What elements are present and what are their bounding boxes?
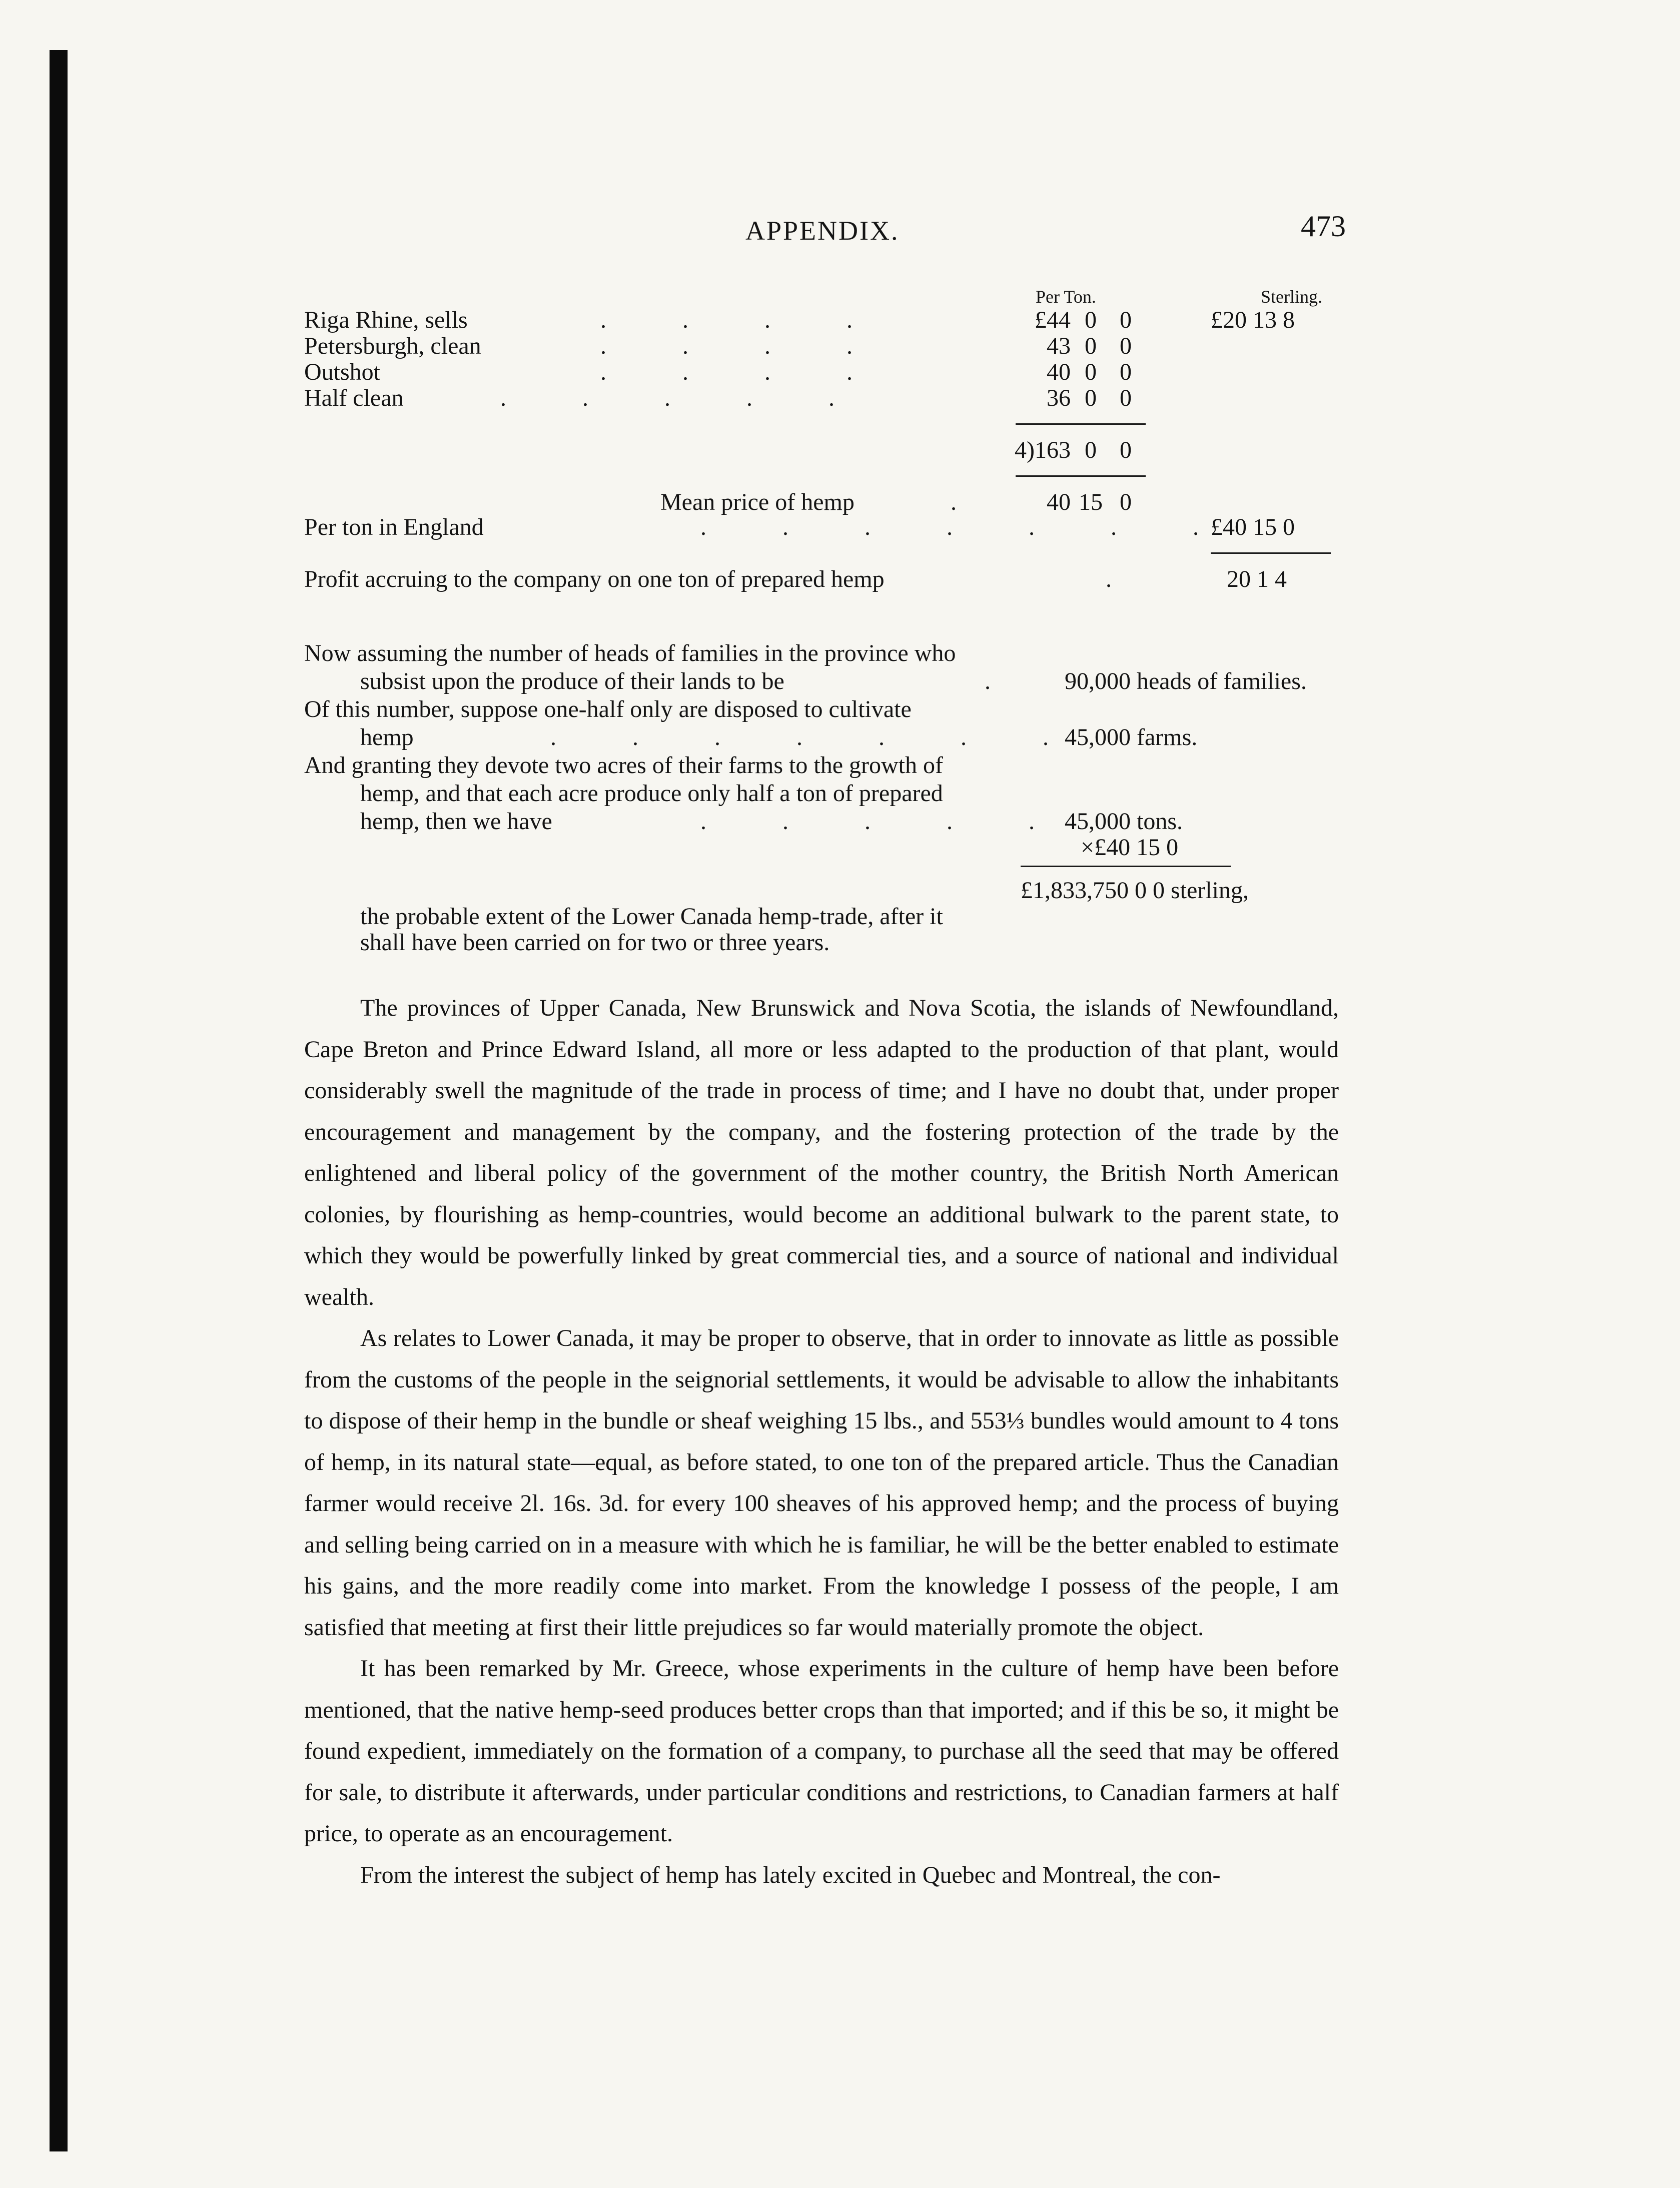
- paragraph: As relates to Lower Canada, it may be proper to observe, that in order to innovate as little as possible from the customs of the people in the seignorial settlements, it would be advisable to allow the inhabitants to dispose of their hemp in the bundle or sheaf weighing 15 lbs., and 553⅓ bundles would amount to 4 tons of hemp, in its natural state—equal, as before stated, to one ton of the prepared article. Thus the Canadian farmer would receive 2l. 16s. 3d. for every 100 sheaves of his approved hemp; and the process of buying and selling being carried on in a measure with which he is familiar, he will be the better enabled to estimate his gains, and the more readily come into market. From the knowledge I possess of the people, I am satisfied that meeting at first their little prejudices so far would materially promote the object.: [304, 1325, 1339, 1641]
- table-total-shillings: 0: [1085, 437, 1097, 463]
- table-cell-pence: 0: [1120, 333, 1132, 359]
- england-price-label: Per ton in England: [304, 514, 484, 540]
- table-cell-pounds: 40: [1047, 359, 1071, 385]
- calc-value: 45,000 farms.: [1065, 724, 1198, 751]
- calc-line: shall have been carried on for two or three years.: [360, 929, 830, 956]
- table-total-pounds: 4)163: [1015, 437, 1071, 463]
- sum-rule: [1021, 866, 1231, 867]
- table-cell-pence: 0: [1120, 359, 1132, 385]
- mean-price-pence: 0: [1120, 489, 1132, 515]
- leader-dots: .: [951, 489, 957, 515]
- leader-dots: . . . .: [600, 359, 888, 385]
- body-text: [304, 988, 1339, 1896]
- leader-dots: . . . . . . .: [700, 514, 1234, 540]
- table-row-label: Half clean: [304, 385, 404, 411]
- sum-rule: [1016, 475, 1146, 477]
- page-number: 473: [1301, 210, 1346, 243]
- calc-result: £1,833,750 0 0 sterling,: [1021, 877, 1249, 904]
- england-price-value: £40 15 0: [1211, 514, 1295, 540]
- leader-dots: .: [985, 668, 991, 694]
- leader-dots: . . . . .: [700, 808, 1070, 835]
- table-cell-pounds: 36: [1047, 385, 1071, 411]
- calc-line: Now assuming the number of heads of families in the province who: [304, 640, 956, 666]
- binding-edge: [50, 50, 68, 2151]
- table-cell-shillings: 0: [1085, 333, 1097, 359]
- paragraph: The provinces of Upper Canada, New Brunswick and Nova Scotia, the islands of Newfoundland, Cape Breton and Prince Edward Island, all more or less adapted to the production of that plant, would considerably swell the magnitude of the trade in process of time; and I have no doubt that, under proper encouragement and management by the company, and the fostering protection of the trade by the enlightened and liberal policy of the government of the mother country, the British North American colonies, by flourishing as hemp-countries, would become an additional bulwark to the parent state, to which they would be powerfully linked by great commercial ties, and a source of national and individual wealth.: [304, 995, 1339, 1310]
- calc-value: 45,000 tons.: [1065, 808, 1183, 835]
- table-row-label: Riga Rhine, sells: [304, 307, 468, 333]
- leader-dots: . . . . .: [500, 385, 870, 411]
- table-cell-shillings: 0: [1085, 359, 1097, 385]
- table-cell-pence: 0: [1120, 385, 1132, 411]
- paragraph: It has been remarked by Mr. Greece, whose experiments in the culture of hemp have been before mentioned, that the native hemp-seed produces better crops than that imported; and if this be so, it might be found expedient, immediately on the formation of a company, to purchase all the seed that may be offered for sale, to distribute it afterwards, under particular conditions and restrictions, to Canadian farmers at half price, to operate as an encouragement.: [304, 1655, 1339, 1847]
- table-row-label: Petersburgh, clean: [304, 333, 481, 359]
- calc-line: hemp: [360, 724, 414, 751]
- table-cell-shillings: 0: [1085, 307, 1097, 333]
- calc-line: hemp, then we have: [360, 808, 552, 835]
- leader-dots: .: [1106, 566, 1112, 592]
- calc-line: Of this number, suppose one-half only are disposed to cultivate: [304, 696, 912, 722]
- mean-price-label: Mean price of hemp: [660, 489, 855, 515]
- table-row-label: Outshot: [304, 359, 381, 385]
- leader-dots: . . . .: [600, 307, 888, 333]
- leader-dots: . . . . . . .: [550, 724, 1084, 751]
- table-total-pence: 0: [1120, 437, 1132, 463]
- profit-value: 20 1 4: [1227, 566, 1287, 592]
- page-header: APPENDIX.: [745, 216, 900, 246]
- calc-multiplier: ×£40 15 0: [1081, 834, 1179, 861]
- calc-line: hemp, and that each acre produce only half a ton of prepared: [360, 780, 943, 807]
- column-header-sterling: Sterling.: [1261, 287, 1322, 307]
- paragraph: From the interest the subject of hemp has lately excited in Quebec and Montreal, the con-: [360, 1861, 1221, 1888]
- profit-label: Profit accruing to the company on one ton of prepared hemp: [304, 566, 885, 592]
- table-cell-sterling: £20 13 8: [1211, 307, 1295, 333]
- leader-dots: . . . .: [600, 333, 888, 359]
- table-cell-pounds: £44: [1035, 307, 1071, 333]
- mean-price-shillings: 15: [1079, 489, 1103, 515]
- calc-value: 90,000 heads of families.: [1065, 668, 1307, 694]
- table-cell-pounds: 43: [1047, 333, 1071, 359]
- column-header-per-ton: Per Ton.: [1036, 287, 1096, 307]
- sum-rule: [1016, 423, 1146, 425]
- calc-line: the probable extent of the Lower Canada hemp-trade, after it: [360, 903, 943, 930]
- table-cell-pence: 0: [1120, 307, 1132, 333]
- table-cell-shillings: 0: [1085, 385, 1097, 411]
- mean-price-pounds: 40: [1047, 489, 1071, 515]
- calc-line: subsist upon the produce of their lands to be: [360, 668, 784, 694]
- calc-line: And granting they devote two acres of their farms to the growth of: [304, 752, 943, 779]
- sum-rule: [1211, 552, 1331, 554]
